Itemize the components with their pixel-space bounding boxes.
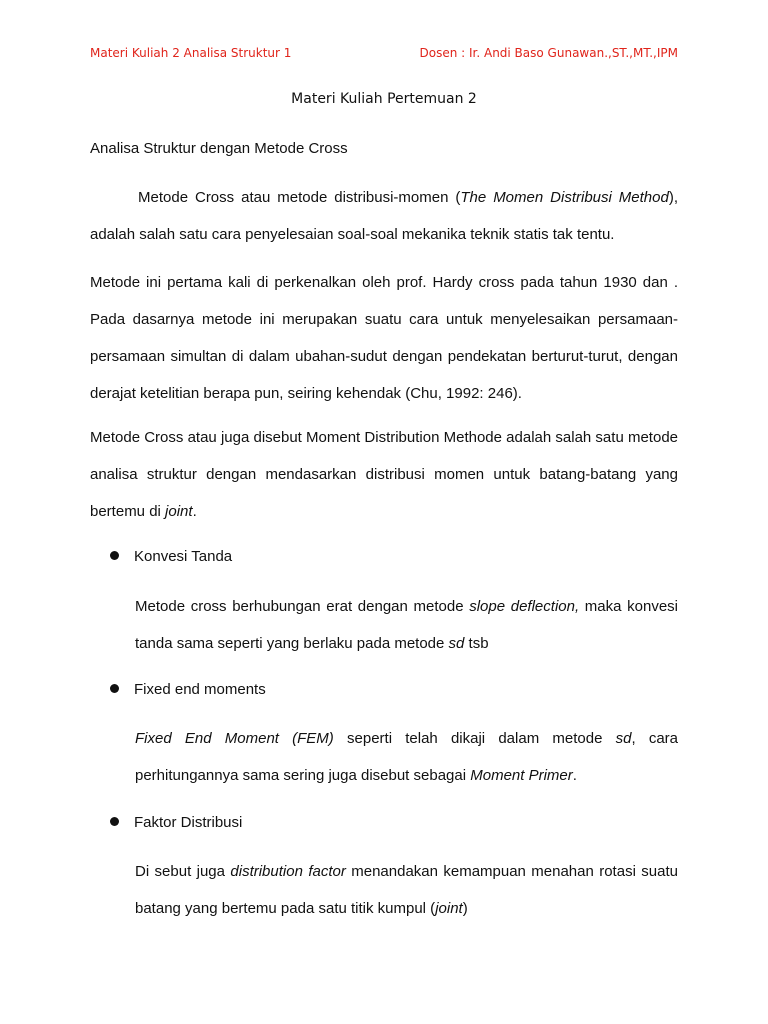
bullet-item-konvesi-tanda xyxy=(110,548,232,568)
bullet-label: Faktor Distribusi xyxy=(134,814,243,831)
document-title: Materi Kuliah Pertemuan 2 xyxy=(291,91,477,107)
bullet-label: Konvesi Tanda xyxy=(134,548,233,565)
bullet-item-fixed-end-moments xyxy=(110,681,266,701)
bullet-body-fixed-end-moments: Fixed End Moment (FEM) seperti telah dikaji dalam metode sd, cara perhitungannya sama sering juga disebut sebagai Moment Primer. xyxy=(135,730,679,784)
bullet-icon xyxy=(110,817,119,826)
paragraph-history: Metode ini pertama kali di perkenalkan oleh prof. Hardy cross pada tahun 1930 dan . Pada dasarnya metode ini merupakan suatu cara untuk menyelesaikan persamaan-persamaan simultan di dalam ubahan-sudut dengan pendekatan berturut-turut, dengan derajat ketelitian berapa pun, seiring kehendak (Chu, 1992: 246). xyxy=(90,274,678,402)
section-heading: Analisa Struktur dengan Metode Cross xyxy=(90,140,348,157)
bullet-body-faktor-distribusi: Di sebut juga distribution factor menandakan kemampuan menahan rotasi suatu batang yang bertemu pada satu titik kumpul (joint) xyxy=(135,863,678,917)
paragraph-definition: Metode Cross atau juga disebut Moment Distribution Methode adalah salah satu metode analisa struktur dengan mendasarkan distribusi momen untuk batang-batang yang bertemu di joint. xyxy=(90,429,678,520)
paragraph-intro: Metode Cross atau metode distribusi-momen (The Momen Distribusi Method), adalah salah satu cara penyelesaian soal-soal mekanika teknik statis tak tentu. xyxy=(90,189,678,243)
header-lecturer: Dosen : Ir. Andi Baso Gunawan.,ST.,MT.,IPM xyxy=(419,46,678,60)
header-course-title: Materi Kuliah 2 Analisa Struktur 1 xyxy=(90,46,292,60)
page-header xyxy=(90,46,678,66)
bullet-item-faktor-distribusi xyxy=(110,814,242,834)
bullet-body-konvesi-tanda: Metode cross berhubungan erat dengan metode slope deflection, maka konvesi tanda sama seperti yang berlaku pada metode sd tsb xyxy=(135,598,678,652)
bullet-icon xyxy=(110,684,119,693)
bullet-label: Fixed end moments xyxy=(134,681,266,698)
bullet-icon xyxy=(110,551,119,560)
